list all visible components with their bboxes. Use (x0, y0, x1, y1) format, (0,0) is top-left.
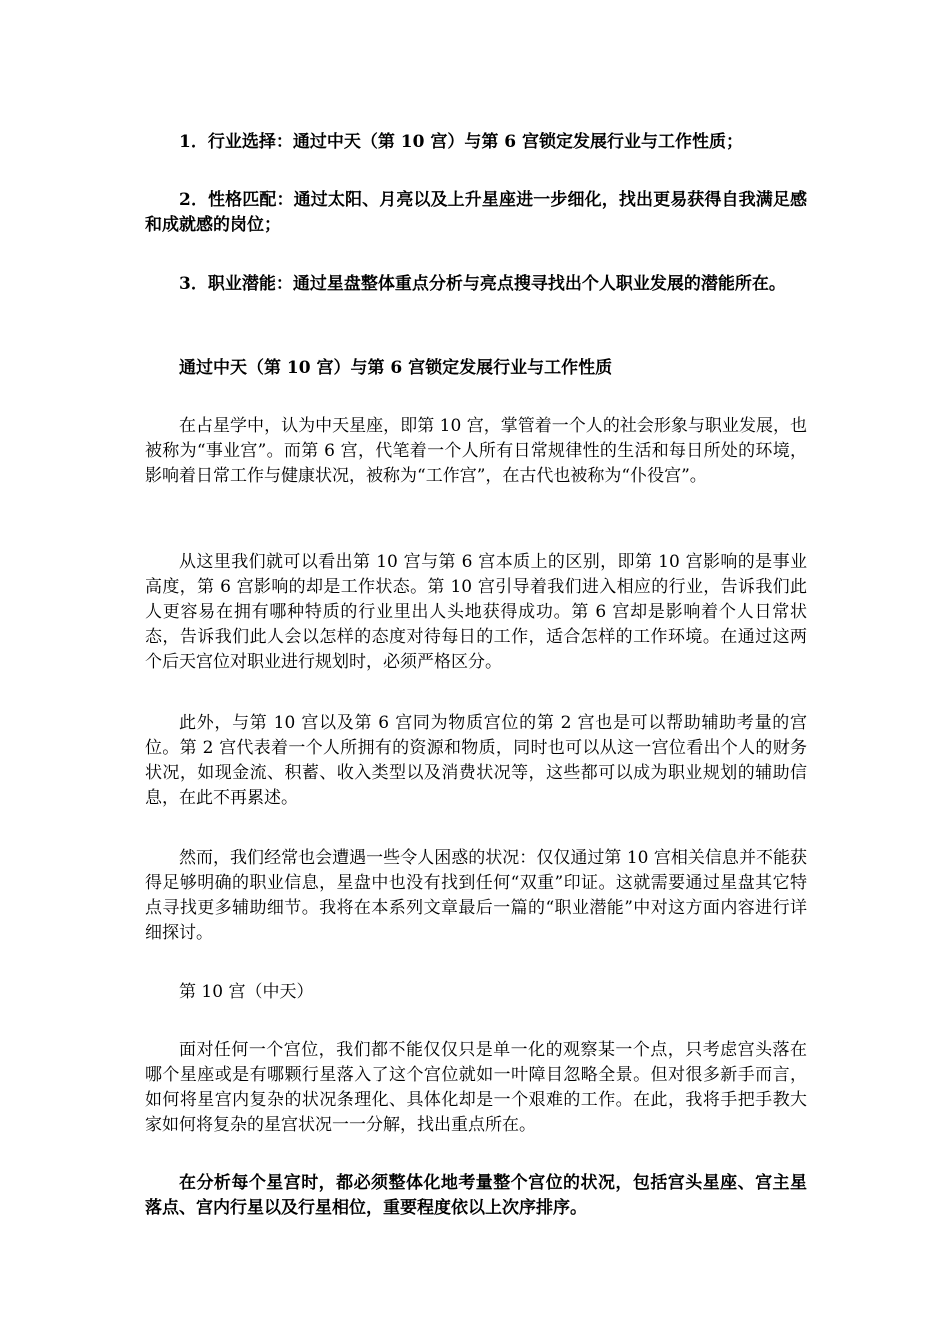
paragraph-second-house: 此外，与第 10 宫以及第 6 宫同为物质宫位的第 2 宫也是可以帮助辅助考量的宫位。第 2 宫代表着一个人所拥有的资源和物质，同时也可以从这一宫位看出个人的财务状况，如现金流、积蓄、收入类型以及消费状况等，这些都可以成为职业规划的辅助信息，在此不再累述。 (145, 713, 807, 808)
paragraph-confusion: 然而，我们经常也会遭遇一些令人困惑的状况：仅仅通过第 10 宫相关信息并不能获得足够明确的职业信息，星盘中也没有找到任何“双重”印证。这就需要通过星盘其它特点寻找更多辅助细节。我将在本系列文章最后一篇的“职业潜能”中对这方面内容进行详细探讨。 (145, 848, 807, 943)
paragraph-personality-match: 2．性格匹配：通过太阳、月亮以及上升星座进一步细化，找出更易获得自我满足感和成就感的岗位； (145, 190, 807, 235)
paragraph-analysis-order: 在分析每个星宫时，都必须整体化地考量整个宫位的状况，包括宫头星座、宫主星落点、宫内行星以及行星相位，重要程度依以上次序排序。 (145, 1173, 807, 1218)
paragraph-industry-choice: 1．行业选择：通过中天（第 10 宫）与第 6 宫锁定发展行业与工作性质； (179, 132, 743, 152)
paragraph-house-difference: 从这里我们就可以看出第 10 宫与第 6 宫本质上的区别，即第 10 宫影响的是事业高度，第 6 宫影响的却是工作状态。第 10 宫引导着我们进入相应的行业，告诉我们此人更容易在拥有哪种特质的行业里出人头地获得成功。第 6 宫却是影响着个人日常状态，告诉我们此人会以怎样的态度对待每日的工作，适合怎样的工作环境。在通过这两个后天宫位对职业进行规划时，必须严格区分。 (145, 552, 807, 672)
paragraph-whole-view: 面对任何一个宫位，我们都不能仅仅只是单一化的观察某一个点，只考虑宫头落在哪个星座或是有哪颗行星落入了这个宫位就如一叶障目忽略全景。但对很多新手而言，如何将星宫内复杂的状况条理化、具体化却是一个艰难的工作。在此，我将手把手教大家如何将复杂的星宫状况一一分解，找出重点所在。 (145, 1040, 807, 1135)
section-heading-midheaven-6th: 通过中天（第 10 宫）与第 6 宫锁定发展行业与工作性质 (179, 358, 613, 378)
paragraph-career-potential: 3．职业潜能：通过星盘整体重点分析与亮点搜寻找出个人职业发展的潜能所在。 (179, 274, 786, 294)
paragraph-house-intro: 在占星学中，认为中天星座，即第 10 宫，掌管着一个人的社会形象与职业发展，也被称为“事业宫”。而第 6 宫，代笔着一个人所有日常规律性的生活和每日所处的环境，影响着日常工作与健康状况，被称为“工作宫”，在古代也被称为“仆役宫”。 (145, 416, 807, 486)
section-heading-10th-house: 第 10 宫（中天） (179, 982, 314, 1002)
